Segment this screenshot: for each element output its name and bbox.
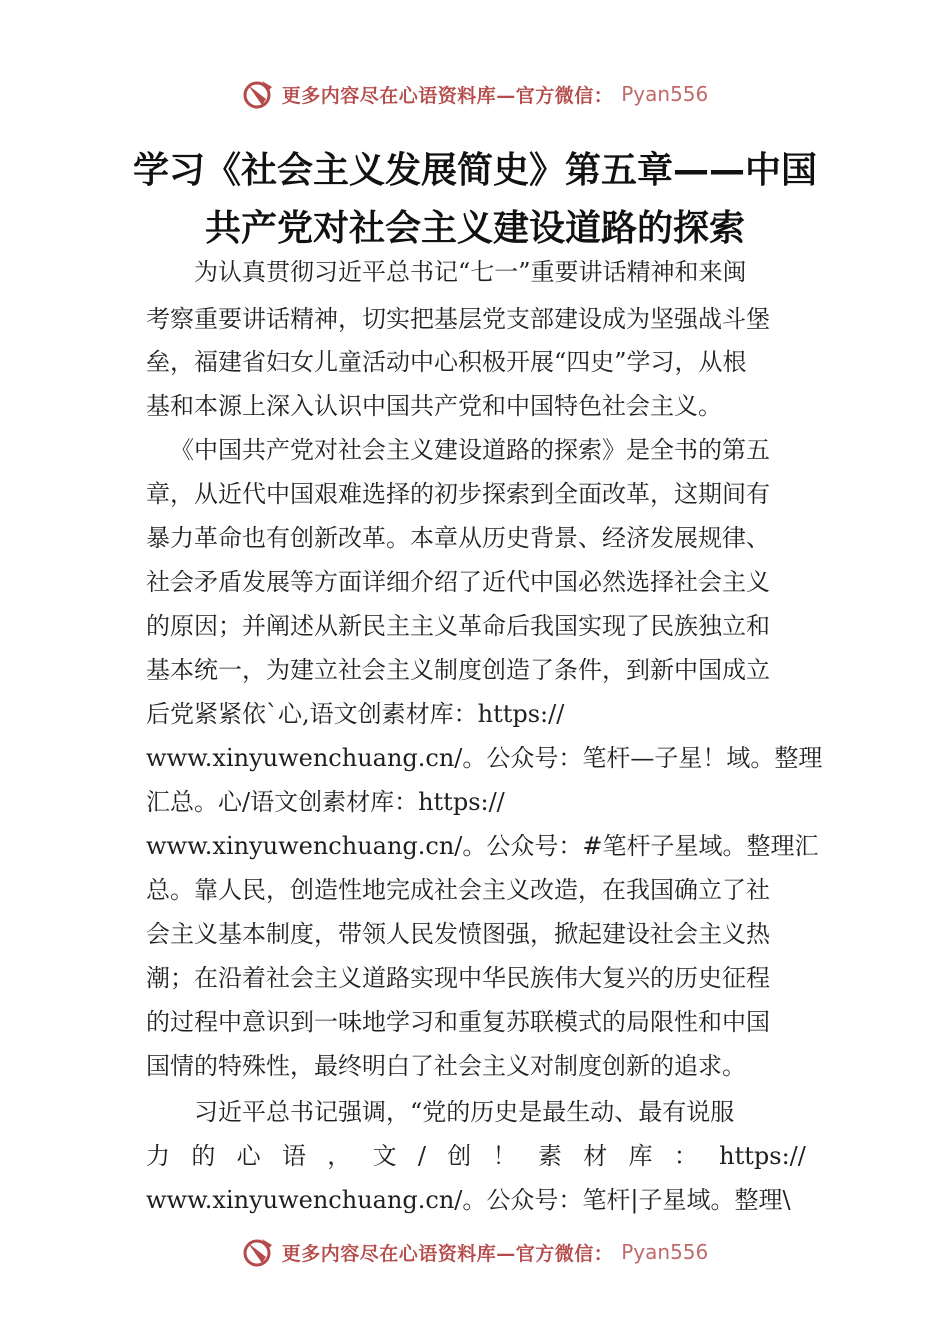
spaced-char: 的 (191, 1142, 216, 1170)
page-title-line-2: 共产党对社会主义建设道路的探索 (204, 208, 745, 249)
paragraph-line: www.xinyuwenchuang.cn/。公众号：#笔杆子星域。整理汇 (146, 832, 819, 860)
paragraph-line: www.xinyuwenchuang.cn/。公众号：笔杆|子星域。整理\ (146, 1186, 791, 1214)
paragraph-line: 会主义基本制度，带领人民发愤图强，掀起建设社会主义热 (146, 920, 770, 948)
spaced-char: 素 (537, 1142, 562, 1170)
spaced-char: 库 (628, 1142, 653, 1170)
paragraph-line: 后党紧紧依`心,语文创素材库：https:// (146, 700, 565, 728)
page-title-line-1: 学习《社会主义发展简史》第五章——中国 (132, 150, 817, 191)
paragraph-line: 暴力革命也有创新改革。本章从历史背景、经济发展规律、 (146, 524, 770, 552)
paragraph-line: 潮；在沿着社会主义道路实现中华民族伟大复兴的历史征程 (146, 964, 770, 992)
spaced-char: ！ (492, 1142, 517, 1170)
footer-banner (0, 1232, 950, 1272)
paragraph-line: 习近平总书记强调，“党的历史是最生动、最有说服 (194, 1098, 735, 1126)
paragraph-line: 汇总。心/语文创素材库：https:// (146, 788, 505, 816)
paragraph-line: 章，从近代中国艰难选择的初步探索到全面改革，这期间有 (146, 480, 770, 508)
spaced-char: 力 (146, 1142, 170, 1170)
spaced-char: 语 (281, 1142, 306, 1170)
spaced-char: ： (673, 1142, 698, 1170)
paragraph-line: 考察重要讲话精神，切实把基层党支部建设成为坚强战斗堡 (146, 305, 770, 333)
paragraph-line: 为认真贯彻习近平总书记“七一”重要讲话精神和来闽 (194, 258, 747, 286)
paragraph-line: 的过程中意识到一味地学习和重复苏联模式的局限性和中国 (146, 1008, 770, 1036)
footer-banner-text: 更多内容尽在心语资料库—官方微信： (281, 1242, 614, 1265)
paragraph-line: 的原因；并阐述从新民主主义革命后我国实现了民族独立和 (146, 612, 770, 640)
paragraph-line: 垒，福建省妇女儿童活动中心积极开展“四史”学习，从根 (146, 348, 747, 376)
paragraph-line-spaced (146, 1136, 806, 1176)
paragraph-line: 基和本源上深入认识中国共产党和中国特色社会主义。 (146, 392, 722, 420)
spaced-char: 心 (236, 1142, 261, 1170)
header-banner-text: 更多内容尽在心语资料库—官方微信： (281, 84, 614, 107)
paragraph-line: 总。靠人民，创造性地完成社会主义改造，在我国确立了社 (146, 876, 770, 904)
library-logo-icon (242, 77, 276, 111)
spaced-char: ， (327, 1142, 352, 1170)
header-banner (0, 74, 950, 114)
spaced-char: / (417, 1142, 426, 1170)
spaced-char: 创 (447, 1142, 472, 1170)
spaced-char: 材 (583, 1142, 608, 1170)
paragraph-line: 《中国共产党对社会主义建设道路的探索》是全书的第五 (170, 436, 770, 464)
library-logo-icon (242, 1235, 276, 1269)
paragraph-line: 社会矛盾发展等方面详细介绍了近代中国必然选择社会主义 (146, 568, 770, 596)
spaced-char: https:// (719, 1142, 806, 1170)
paragraph-line: 国情的特殊性，最终明白了社会主义对制度创新的追求。 (146, 1052, 746, 1080)
paragraph-line: www.xinyuwenchuang.cn/。公众号：笔杆—子星！域。整理 (146, 744, 823, 772)
spaced-char: 文 (372, 1142, 397, 1170)
header-wechat-id: Pyan556 (621, 82, 709, 106)
paragraph-line: 基本统一，为建立社会主义制度创造了条件，到新中国成立 (146, 656, 770, 684)
footer-wechat-id: Pyan556 (621, 1240, 709, 1264)
